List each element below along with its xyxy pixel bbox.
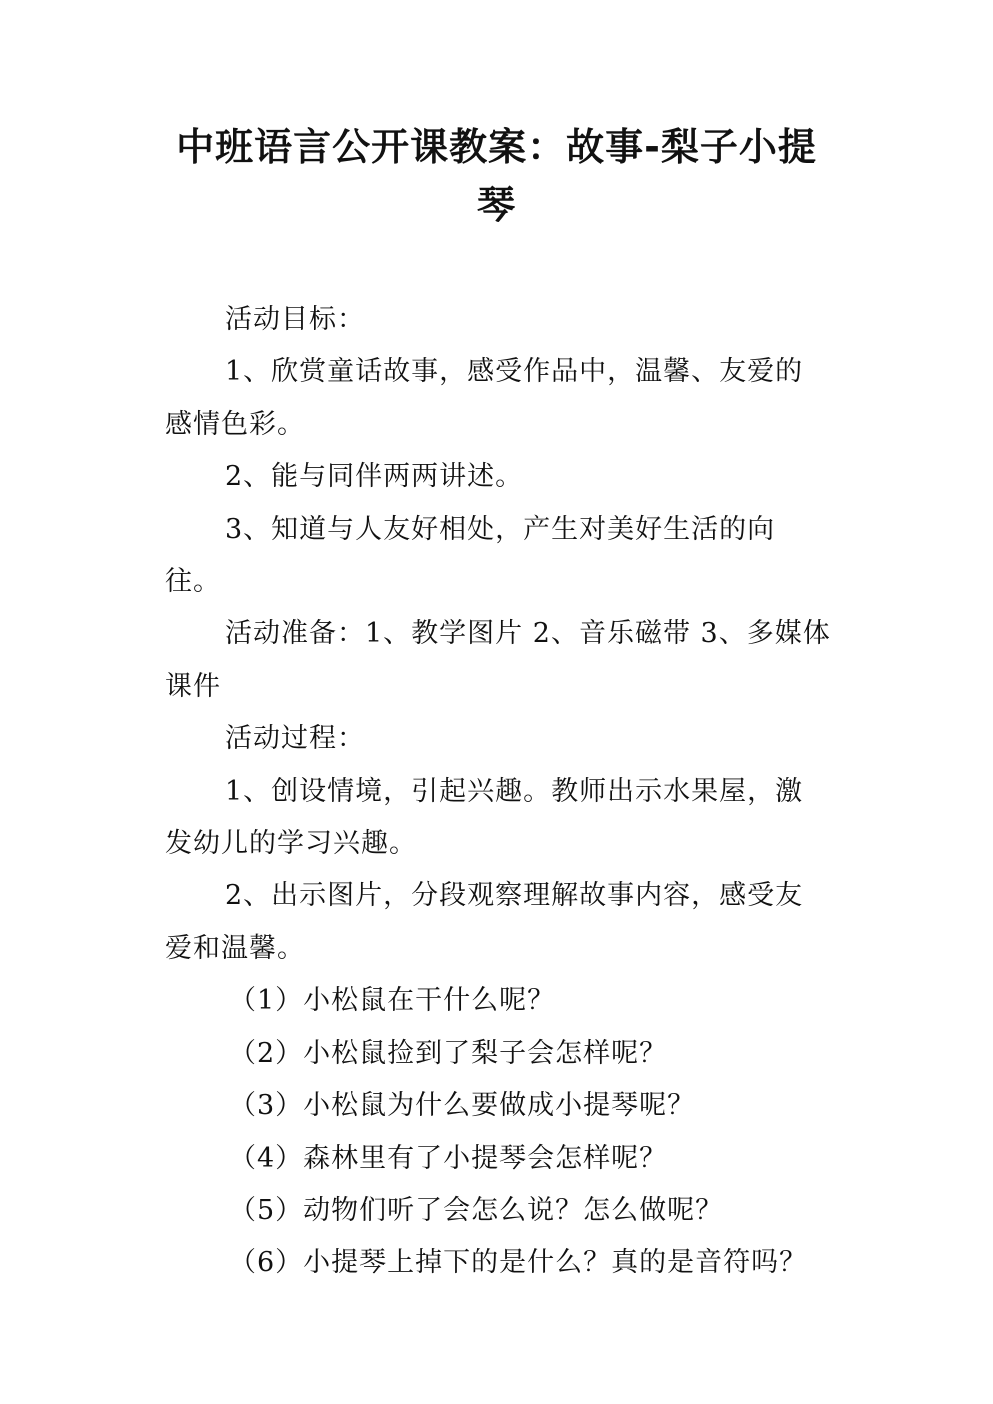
document-body	[165, 294, 831, 1290]
goal-item-2: 2、能与同伴两两讲述。	[225, 461, 524, 493]
preparation-paragraph: 活动准备：1、教学图片 2、音乐磁带 3、多媒体课件	[165, 618, 831, 702]
goal-item-1: 1、欣赏童话故事，感受作品中，温馨、友爱的感情色彩。	[165, 356, 804, 440]
question-item: （3）小松鼠为什么要做成小提琴呢？	[229, 1090, 696, 1122]
goal-item-3: 3、知道与人友好相处，产生对美好生活的向往。	[165, 513, 776, 598]
question-item: （2）小松鼠捡到了梨子会怎样呢？	[229, 1037, 668, 1069]
section-heading-process: 活动过程：	[225, 723, 365, 755]
document-title: 中班语言公开课教案：故事-梨子小提琴	[176, 125, 817, 227]
question-item: （5）动物们听了会怎么说？怎么做呢？	[229, 1194, 724, 1226]
process-step-1: 1、创设情境，引起兴趣。教师出示水果屋，激发幼儿的学习兴趣。	[165, 775, 804, 860]
process-step-2: 2、出示图片，分段观察理解故事内容，感受友爱和温馨。	[165, 880, 804, 964]
section-heading-goals: 活动目标：	[225, 304, 365, 335]
question-item: （4）森林里有了小提琴会怎样呢？	[229, 1142, 668, 1174]
question-item: （6）小提琴上掉下的是什么？真的是音符吗？	[229, 1247, 808, 1279]
question-item: （1）小松鼠在干什么呢？	[229, 985, 556, 1017]
